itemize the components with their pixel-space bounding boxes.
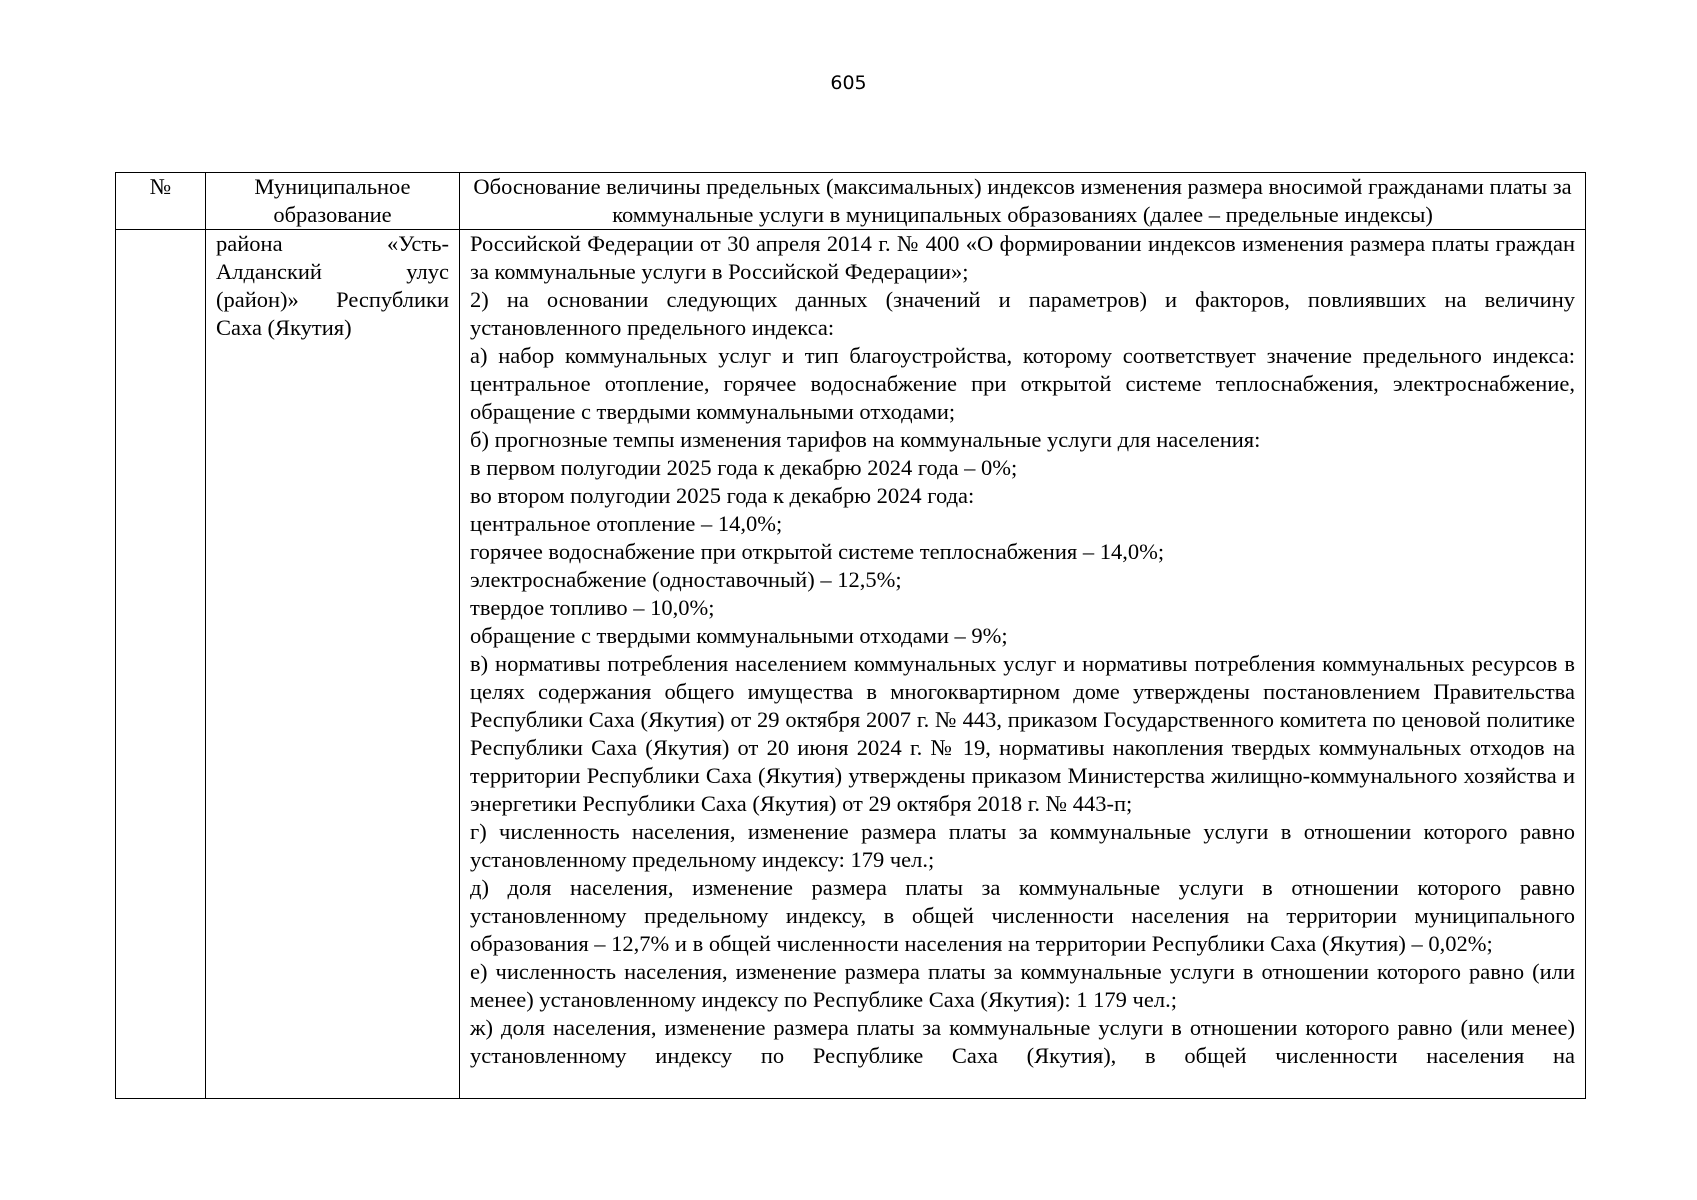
paragraph: г) численность населения, изменение размера платы за коммунальные услуги в отношении которого равно установленному предельному индексу: 179 чел.;	[470, 819, 1575, 872]
paragraph: в) нормативы потребления населением коммунальных услуг и нормативы потребления коммунальных ресурсов в целях содержания общего имущества в многоквартирном доме утверждены постановлением Правительства Республики Саха (Якутия) от 29 октября 2007 г. № 443, приказом Государственного комитета по ценовой политике Республики Саха (Якутия) от 20 июня 2024 г. № 19, нормативы накопления твердых коммунальных отходов на территории Республики Саха (Якутия) утверждены приказом Министерства жилищно-коммунального хозяйства и энергетики Республики Саха (Якутия) от 29 октября 2018 г. № 443-п;	[470, 651, 1575, 816]
paragraph: е) численность населения, изменение размера платы за коммунальные услуги в отношении которого равно (или менее) установленному индексу по Республике Саха (Якутия): 1 179 чел.;	[470, 959, 1575, 1012]
justification-table	[115, 172, 1586, 1099]
paragraph: обращение с твердыми коммунальными отходами – 9%;	[470, 623, 1008, 648]
paragraph: Российской Федерации от 30 апреля 2014 г. № 400 «О формировании индексов изменения размера платы граждан за коммунальные услуги в Российской Федерации»;	[470, 231, 1575, 284]
paragraph: центральное отопление – 14,0%;	[470, 511, 783, 536]
header-municipality: Муниципальное образование	[206, 173, 460, 230]
paragraph: 2) на основании следующих данных (значений и параметров) и факторов, повлиявших на величину установленного предельного индекса:	[470, 287, 1575, 340]
paragraph: в первом полугодии 2025 года к декабрю 2024 года – 0%;	[470, 455, 1018, 480]
header-justification: Обоснование величины предельных (максимальных) индексов изменения размера вносимой гражданами платы за коммунальные услуги в муниципальных образованиях (далее – предельные индексы)	[460, 173, 1586, 230]
paragraph: б) прогнозные темпы изменения тарифов на коммунальные услуги для населения:	[470, 427, 1261, 452]
paragraph: твердое топливо – 10,0%;	[470, 595, 715, 620]
table-row	[116, 230, 1586, 1099]
municipality-line: Саха (Якутия)	[216, 315, 352, 340]
paragraph: горячее водоснабжение при открытой системе теплоснабжения – 14,0%;	[470, 539, 1165, 564]
paragraph: ж) доля населения, изменение размера платы за коммунальные услуги в отношении которого равно (или менее) установленному индексу по Республике Саха (Якутия), в общей численности населения на	[470, 1015, 1575, 1068]
cell-justification	[460, 230, 1586, 1099]
cell-municipality	[206, 230, 460, 1099]
paragraph: а) набор коммунальных услуг и тип благоустройства, которому соответствует значение предельного индекса: центральное отопление, горячее водоснабжение при открытой системе теплоснабжения, электроснабжение, обращение с твердыми коммунальными отходами;	[470, 343, 1575, 424]
municipality-line: Алданский улус	[216, 259, 449, 284]
page-number: 605	[830, 72, 867, 94]
paragraph: электроснабжение (одноставочный) – 12,5%;	[470, 567, 902, 592]
paragraph: во втором полугодии 2025 года к декабрю 2024 года:	[470, 483, 975, 508]
table-header-row	[116, 173, 1586, 230]
municipality-line: района «Усть-	[216, 231, 449, 256]
cell-number	[116, 230, 206, 1099]
municipality-line: (район)» Республики	[216, 287, 449, 312]
paragraph: д) доля населения, изменение размера платы за коммунальные услуги в отношении которого равно установленному предельному индексу, в общей численности населения на территории муниципального образования – 12,7% и в общей численности населения на территории Республики Саха (Якутия) – 0,02%;	[470, 875, 1575, 956]
header-number: №	[116, 173, 206, 230]
